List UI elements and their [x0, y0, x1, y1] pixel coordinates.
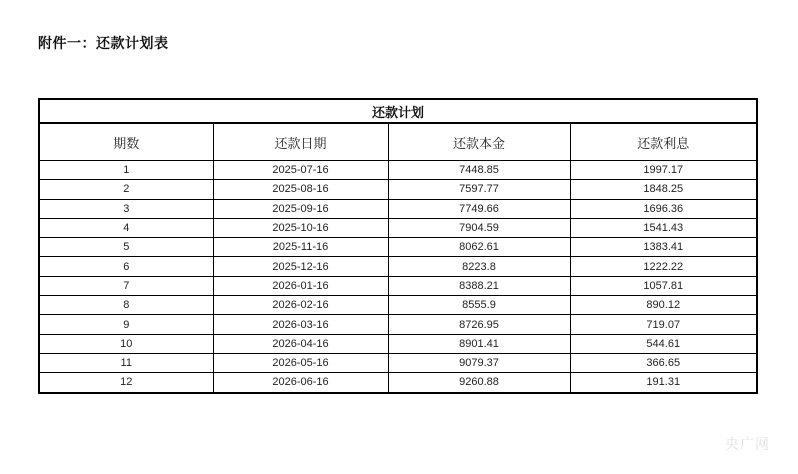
date-cell: 2026-01-16 — [213, 276, 388, 295]
principal-cell: 8223.8 — [388, 257, 570, 276]
principal-cell: 9260.88 — [388, 373, 570, 393]
table-row — [39, 334, 757, 353]
date-cell: 2025-11-16 — [213, 238, 388, 257]
table-caption: 还款计划 — [39, 99, 757, 123]
table-row — [39, 276, 757, 295]
period-cell: 11 — [39, 353, 213, 372]
date-cell: 2025-12-16 — [213, 257, 388, 276]
date-cell: 2026-04-16 — [213, 334, 388, 353]
principal-cell: 8388.21 — [388, 276, 570, 295]
principal-cell: 7448.85 — [388, 161, 570, 180]
interest-cell: 1057.81 — [570, 276, 757, 295]
date-cell: 2025-10-16 — [213, 218, 388, 237]
interest-cell: 191.31 — [570, 373, 757, 393]
principal-cell: 8726.95 — [388, 315, 570, 334]
period-cell: 6 — [39, 257, 213, 276]
interest-cell: 1997.17 — [570, 161, 757, 180]
table-row — [39, 199, 757, 218]
period-cell: 12 — [39, 373, 213, 393]
table-row — [39, 218, 757, 237]
header-repayment-date: 还款日期 — [213, 123, 388, 161]
header-period: 期数 — [39, 123, 213, 161]
principal-cell: 7749.66 — [388, 199, 570, 218]
table-body — [39, 161, 757, 393]
date-cell: 2025-08-16 — [213, 180, 388, 199]
period-cell: 4 — [39, 218, 213, 237]
principal-cell: 8555.9 — [388, 296, 570, 315]
table-row — [39, 161, 757, 180]
period-cell: 3 — [39, 199, 213, 218]
period-cell: 2 — [39, 180, 213, 199]
table-row — [39, 315, 757, 334]
table-row — [39, 353, 757, 372]
principal-cell: 7904.59 — [388, 218, 570, 237]
period-cell: 7 — [39, 276, 213, 295]
repayment-plan-table — [38, 98, 758, 394]
table-row — [39, 180, 757, 199]
table-row — [39, 296, 757, 315]
principal-cell: 8062.61 — [388, 238, 570, 257]
table-row — [39, 257, 757, 276]
date-cell: 2026-06-16 — [213, 373, 388, 393]
interest-cell: 544.61 — [570, 334, 757, 353]
date-cell: 2026-02-16 — [213, 296, 388, 315]
interest-cell: 1383.41 — [570, 238, 757, 257]
header-interest: 还款利息 — [570, 123, 757, 161]
principal-cell: 9079.37 — [388, 353, 570, 372]
date-cell: 2025-07-16 — [213, 161, 388, 180]
period-cell: 5 — [39, 238, 213, 257]
principal-cell: 8901.41 — [388, 334, 570, 353]
interest-cell: 366.65 — [570, 353, 757, 372]
interest-cell: 1222.22 — [570, 257, 757, 276]
table-row — [39, 373, 757, 393]
period-cell: 9 — [39, 315, 213, 334]
date-cell: 2025-09-16 — [213, 199, 388, 218]
period-cell: 8 — [39, 296, 213, 315]
interest-cell: 1696.36 — [570, 199, 757, 218]
interest-cell: 890.12 — [570, 296, 757, 315]
table-row — [39, 238, 757, 257]
interest-cell: 1541.43 — [570, 218, 757, 237]
principal-cell: 7597.77 — [388, 180, 570, 199]
date-cell: 2026-03-16 — [213, 315, 388, 334]
period-cell: 10 — [39, 334, 213, 353]
document-title: 附件一：还款计划表 — [38, 36, 169, 52]
interest-cell: 1848.25 — [570, 180, 757, 199]
interest-cell: 719.07 — [570, 315, 757, 334]
header-principal: 还款本金 — [388, 123, 570, 161]
period-cell: 1 — [39, 161, 213, 180]
date-cell: 2026-05-16 — [213, 353, 388, 372]
watermark-logo: 央广网 — [725, 437, 770, 453]
